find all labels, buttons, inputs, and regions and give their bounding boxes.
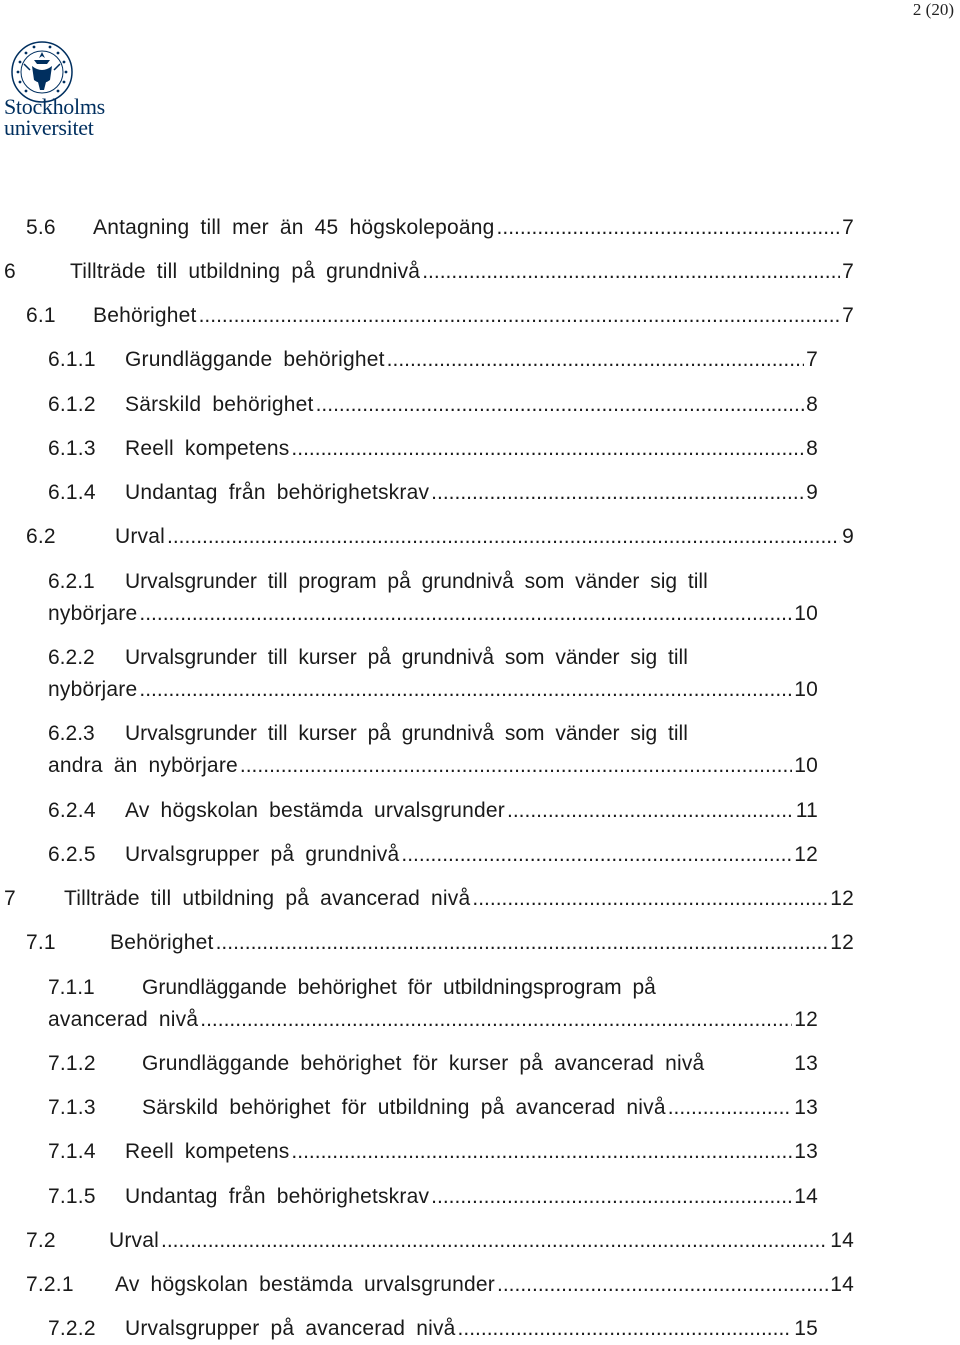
logo-line-1: Stockholms <box>4 94 105 119</box>
toc-entry-number: 7.1.1 <box>48 976 95 999</box>
toc-entry-title: Reell kompetens <box>125 1140 290 1163</box>
toc-entry[interactable] <box>48 1181 818 1213</box>
toc-entry-number: 7.1.3 <box>48 1096 96 1119</box>
toc-leader-dots <box>668 1092 793 1124</box>
toc-entry-page: 9 <box>806 481 818 504</box>
toc-entry-title: Undantag från behörighetskrav <box>125 481 430 504</box>
toc-entry-page: 11 <box>795 799 818 822</box>
toc-entry[interactable] <box>48 477 818 509</box>
toc-entry[interactable] <box>26 1269 854 1301</box>
toc-entry-number: 7.2 <box>26 1229 56 1252</box>
toc-entry-title: Behörighet <box>93 304 197 327</box>
toc-entry[interactable] <box>48 1313 818 1345</box>
toc-leader-dots <box>497 1269 828 1301</box>
toc-entry-number: 7.1 <box>26 931 56 954</box>
toc-entry-title: Urvalsgrunder till program på grundnivå som vänder sig till <box>125 570 708 593</box>
toc-entry-page: 10 <box>794 602 818 625</box>
toc-entry[interactable] <box>26 1225 854 1257</box>
toc-entry-page: 12 <box>830 931 854 954</box>
toc-leader-dots <box>291 1136 792 1168</box>
toc-entry-number: 6.1 <box>26 304 56 327</box>
toc-entry-number: 6.1.4 <box>48 481 96 504</box>
toc-leader-dots <box>167 521 840 553</box>
toc-entry[interactable] <box>48 344 818 376</box>
toc-entry-title: Urvalsgrupper på avancerad nivå <box>125 1317 456 1340</box>
toc-entry-page: 7 <box>842 304 854 327</box>
toc-entry-number: 7.2.1 <box>26 1273 74 1296</box>
toc-entry-page: 8 <box>806 393 818 416</box>
toc-entry-page: 12 <box>830 887 854 910</box>
toc-leader-dots <box>161 1225 828 1257</box>
toc-leader-dots <box>200 1004 792 1036</box>
toc-leader-dots <box>422 256 840 288</box>
toc-entry-page: 12 <box>794 1008 818 1031</box>
toc-entry-page: 13 <box>794 1140 818 1163</box>
toc-leader-dots <box>291 433 804 465</box>
toc-entry-title: Av högskolan bestämda urvalsgrunder <box>115 1273 495 1296</box>
toc-entry-title: Grundläggande behörighet <box>125 348 385 371</box>
toc-leader-dots <box>199 300 841 332</box>
toc-entry[interactable] <box>26 927 854 959</box>
toc-entry[interactable] <box>48 1048 818 1080</box>
toc-entry-page: 12 <box>794 843 818 866</box>
toc-leader-dots <box>472 883 828 915</box>
toc-entry-page: 7 <box>842 260 854 283</box>
toc-entry-title: Tillträde till utbildning på avancerad nivå <box>64 887 471 910</box>
toc-entry-title: Urvalsgrunder till kurser på grundnivå som vänder sig till <box>125 646 688 669</box>
toc-entry-number: 6.2.3 <box>48 722 95 745</box>
toc-entry[interactable] <box>26 300 854 332</box>
toc-entry-title-continued: nybörjare <box>48 678 138 701</box>
toc-entry-number: 5.6 <box>26 216 56 239</box>
toc-leader-dots <box>316 389 805 421</box>
toc-leader-dots <box>139 674 792 706</box>
toc-entry-number: 7.1.4 <box>48 1140 96 1163</box>
toc-entry-title: Grundläggande behörighet för kurser på avancerad nivå <box>142 1052 705 1075</box>
toc-leader-dots <box>139 598 792 630</box>
toc-entry[interactable] <box>48 1136 818 1168</box>
toc-entry-title: Antagning till mer än 45 högskolepoäng <box>93 216 495 239</box>
toc-entry-title-line <box>48 566 708 598</box>
toc-entry-number: 6.2.1 <box>48 570 95 593</box>
toc-entry-number: 6.2 <box>26 525 56 548</box>
toc-entry[interactable] <box>26 521 854 553</box>
toc-entry-number: 6.2.4 <box>48 799 96 822</box>
toc-entry-title-line <box>48 642 688 674</box>
toc-leader-dots <box>458 1313 793 1345</box>
toc-leader-dots <box>431 1181 792 1213</box>
toc-entry-page: 7 <box>806 348 818 371</box>
toc-leader-dots <box>216 927 829 959</box>
toc-leader-dots <box>431 477 804 509</box>
toc-leader-dots <box>507 795 794 827</box>
toc-entry-title: Undantag från behörighetskrav <box>125 1185 430 1208</box>
toc-entry-number: 6.1.3 <box>48 437 96 460</box>
toc-entry[interactable] <box>48 598 818 630</box>
toc-entry-title-continued: andra än nybörjare <box>48 754 238 777</box>
toc-entry-page: 10 <box>794 678 818 701</box>
toc-entry-page: 14 <box>830 1229 854 1252</box>
toc-entry[interactable] <box>48 839 818 871</box>
toc-leader-dots <box>401 839 792 871</box>
toc-entry-title-continued: avancerad nivå <box>48 1008 199 1031</box>
toc-entry-page: 8 <box>806 437 818 460</box>
toc-entry-number: 7 <box>4 887 16 910</box>
toc-entry-page: 13 <box>794 1096 818 1119</box>
toc-entry-title-continued: nybörjare <box>48 602 138 625</box>
toc-entry[interactable] <box>26 212 854 244</box>
toc-entry-number: 6 <box>4 260 16 283</box>
toc-entry-page: 7 <box>842 216 854 239</box>
toc-entry-title: Urval <box>115 525 166 548</box>
toc-entry-title: Särskild behörighet för utbildning på avancerad nivå <box>142 1096 666 1119</box>
toc-entry-title-line <box>48 718 688 750</box>
toc-entry-title: Av högskolan bestämda urvalsgrunder <box>125 799 505 822</box>
toc-entry-page: 14 <box>794 1185 818 1208</box>
toc-entry-number: 7.1.5 <box>48 1185 96 1208</box>
toc-entry-page: 10 <box>794 754 818 777</box>
toc-entry-page: 15 <box>794 1317 818 1340</box>
toc-entry[interactable] <box>48 795 818 827</box>
toc-entry[interactable] <box>48 1092 818 1124</box>
logo-line-2: universitet <box>4 115 94 140</box>
toc-entry-title: Grundläggande behörighet för utbildningsprogram på <box>142 976 656 999</box>
toc-entry[interactable] <box>48 1004 818 1036</box>
page-number: 2 (20) <box>912 0 954 19</box>
toc-entry-title: Tillträde till utbildning på grundnivå <box>70 260 421 283</box>
toc-entry-number: 7.1.2 <box>48 1052 96 1075</box>
toc-entry-title: Behörighet <box>110 931 214 954</box>
toc-entry[interactable] <box>4 256 854 288</box>
toc-entry-number: 7.2.2 <box>48 1317 96 1340</box>
toc-leader-dots <box>497 212 841 244</box>
toc-entry-number: 6.1.1 <box>48 348 96 371</box>
toc-entry-page: 13 <box>794 1052 818 1075</box>
toc-leader-dots <box>240 750 792 782</box>
toc-entry-title: Urvalsgrunder till kurser på grundnivå som vänder sig till <box>125 722 688 745</box>
toc-entry-title: Urvalsgrupper på grundnivå <box>125 843 400 866</box>
toc-entry-page: 9 <box>842 525 854 548</box>
toc-entry-number: 6.2.2 <box>48 646 95 669</box>
toc-leader-dots <box>387 344 804 376</box>
toc-entry-page: 14 <box>830 1273 854 1296</box>
toc-entry[interactable] <box>48 674 818 706</box>
toc-entry[interactable] <box>4 883 854 915</box>
toc-entry-title: Reell kompetens <box>125 437 290 460</box>
toc-entry-number: 6.1.2 <box>48 393 96 416</box>
toc-entry-title: Urval <box>109 1229 160 1252</box>
toc-entry[interactable] <box>48 433 818 465</box>
toc-entry-number: 6.2.5 <box>48 843 96 866</box>
toc-entry-title: Särskild behörighet <box>125 393 314 416</box>
toc-entry-title-line <box>48 972 656 1004</box>
toc-entry[interactable] <box>48 389 818 421</box>
toc-entry[interactable] <box>48 750 818 782</box>
